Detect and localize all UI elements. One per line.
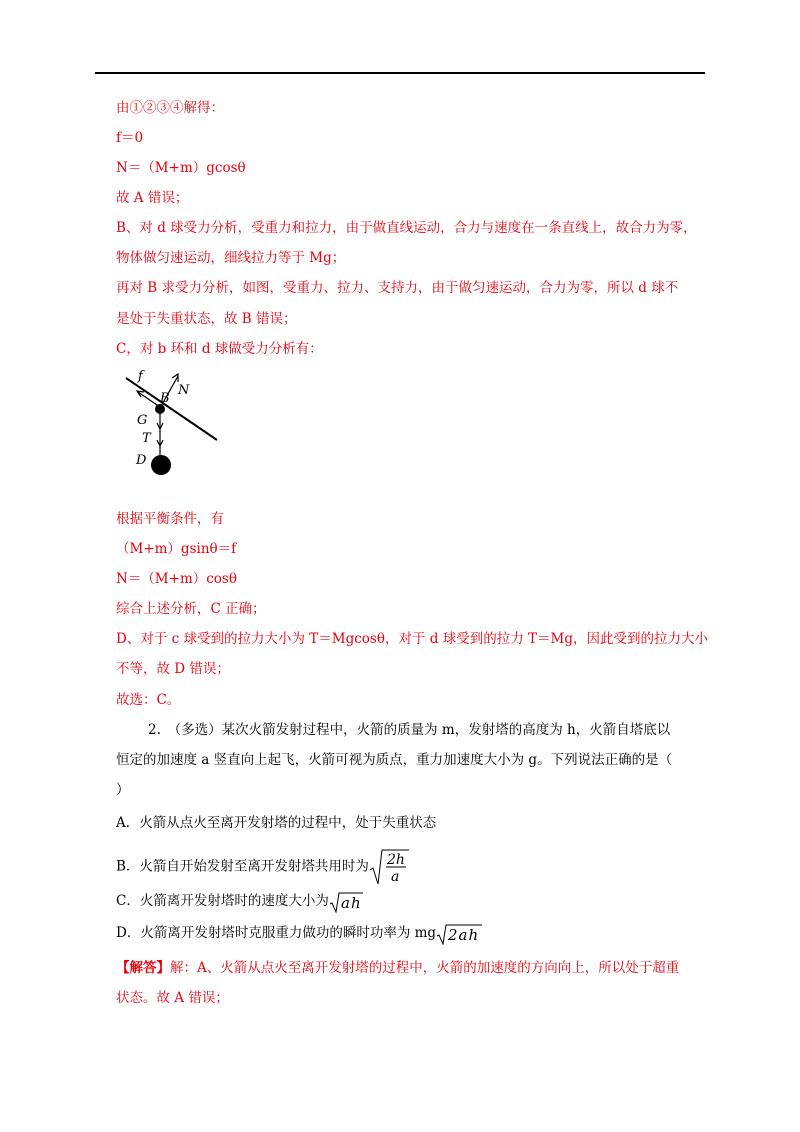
answer-text: 解：A、火箭从点火至离开发射塔的过程中，火箭的加速度的方向向上，所以处于超重 bbox=[170, 960, 680, 976]
solution-line: 是处于失重状态，故 B 错误； bbox=[116, 311, 297, 327]
solution-line: （M+m）gsinθ＝f bbox=[116, 541, 237, 557]
fraction-numerator: 2h bbox=[386, 852, 405, 868]
label-g: G bbox=[137, 413, 148, 428]
answer-line bbox=[116, 959, 679, 977]
solution-line: 根据平衡条件，有 bbox=[116, 511, 224, 527]
sqrt-expression bbox=[436, 923, 482, 945]
answer-line: 状态。故 A 错误； bbox=[116, 990, 229, 1006]
answer-tag: 【解答】 bbox=[116, 960, 170, 976]
fraction-denominator: a bbox=[390, 869, 400, 885]
label-n: N bbox=[178, 383, 190, 398]
question-stem: 恒定的加速度 a 竖直向上起飞，火箭可视为质点，重力加速度大小为 g。下列说法正确的是（ bbox=[116, 752, 673, 768]
option-a: A．火箭从点火至离开发射塔的过程中，处于失重状态 bbox=[116, 815, 437, 831]
sqrt-fraction bbox=[369, 848, 409, 886]
solution-line: N＝（M+m）gcosθ bbox=[116, 160, 246, 176]
solution-line: B、对 d 球受力分析，受重力和拉力，由于做直线运动，合力与速度在一条直线上，故合力为零， bbox=[116, 220, 697, 236]
option-b bbox=[116, 848, 409, 886]
solution-line: 由①②③④解得： bbox=[116, 100, 224, 116]
question-stem: 2. （多选）某次火箭发射过程中，火箭的质量为 m，发射塔的高度为 h，火箭自塔底以 bbox=[148, 722, 671, 738]
solution-line: D、对于 c 球受到的拉力大小为 T＝Mgcosθ，对于 d 球受到的拉力 T＝Mg，因此受到的拉力大小 bbox=[116, 631, 708, 647]
option-c-text: C．火箭离开发射塔时的速度大小为 bbox=[116, 893, 329, 909]
option-c bbox=[116, 890, 363, 913]
option-d-text: D．火箭离开发射塔时克服重力做功的瞬时功率为 mg bbox=[116, 925, 437, 941]
question-stem: ） bbox=[116, 782, 130, 798]
solution-line: 物体做匀速运动，细线拉力等于 Mg； bbox=[116, 250, 346, 266]
label-b: B bbox=[160, 391, 170, 406]
solution-line: N＝（M+m）cosθ bbox=[116, 571, 237, 587]
ball-d bbox=[151, 455, 171, 475]
solution-line: 再对 B 求受力分析，如图，受重力、拉力、支持力，由于做匀速运动，合力为零，所以 d 球不 bbox=[116, 280, 679, 296]
solution-line: 不等，故 D 错误； bbox=[116, 661, 230, 677]
label-d: D bbox=[136, 453, 147, 468]
option-d bbox=[116, 922, 482, 945]
option-b-text: B．火箭自开始发射至离开发射塔共用时为 bbox=[116, 858, 369, 875]
sqrt-expression bbox=[329, 891, 363, 913]
radicand: ah bbox=[340, 893, 362, 912]
solution-line: 综合上述分析，C 正确； bbox=[116, 601, 266, 617]
label-f: f bbox=[138, 369, 143, 384]
solution-line: 故 A 错误； bbox=[116, 190, 189, 206]
label-t: T bbox=[142, 431, 151, 446]
solution-line: C，对 b 环和 d 球做受力分析有： bbox=[116, 341, 323, 357]
radicand: 2ah bbox=[448, 925, 480, 944]
force-diagram bbox=[120, 366, 230, 481]
solution-line: f＝0 bbox=[116, 130, 144, 146]
solution-line: 故选：C。 bbox=[116, 692, 181, 708]
header-rule bbox=[95, 72, 705, 74]
